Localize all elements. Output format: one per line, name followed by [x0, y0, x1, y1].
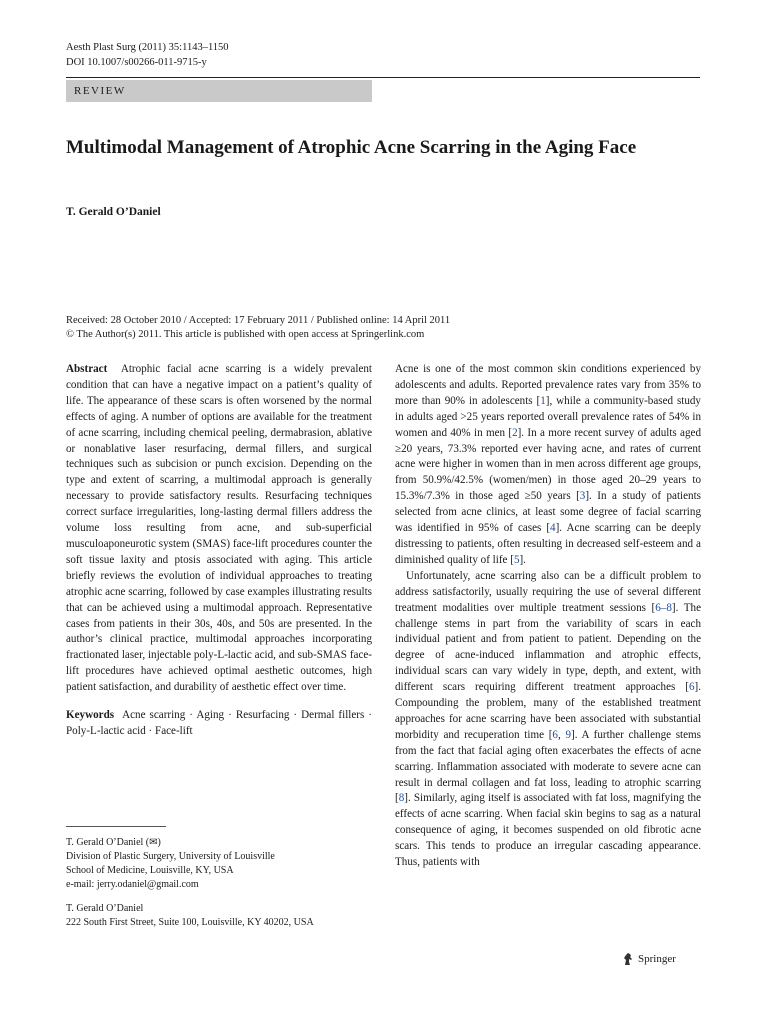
- citation-link[interactable]: 8: [398, 792, 405, 805]
- affiliation-line2: School of Medicine, Louisville, KY, USA: [66, 865, 234, 876]
- citation-link[interactable]: 5: [513, 553, 520, 566]
- doi: DOI 10.1007/s00266-011-9715-y: [66, 57, 207, 68]
- affiliation-line1: Division of Plastic Surgery, University of Louisville: [66, 851, 275, 862]
- right-column: [395, 362, 701, 871]
- author-email[interactable]: e-mail: jerry.odaniel@gmail.com: [66, 879, 199, 890]
- article-title: Multimodal Management of Atrophic Acne Scarring in the Aging Face: [66, 137, 637, 158]
- envelope-icon: ✉: [149, 837, 158, 848]
- keywords-label: Keywords: [66, 709, 115, 722]
- author-name: T. Gerald O’Daniel: [66, 206, 161, 218]
- citation-link[interactable]: 6: [688, 681, 695, 694]
- corresponding-author: T. Gerald O’Daniel (✉): [66, 837, 161, 848]
- affiliation-block: [66, 836, 372, 930]
- left-column: [66, 362, 372, 740]
- copyright-line: © The Author(s) 2011. This article is published with open access at Springerlink.com: [66, 329, 425, 340]
- received-dates: Received: 28 October 2010 / Accepted: 17 February 2011 / Published online: 14 April 2011: [66, 315, 451, 326]
- abstract-label: Abstract: [66, 363, 108, 375]
- body-paragraph-2: Unfortunately, acne scarring also can be a difficult problem to address satisfactorily, usually requiring the use of several different treatment modalities over multiple treatment sessions [6–8]. The challenge stems in part from the variability of scars in each individual patient and from patient to patient. Depending on the degree of acne-induced inflammation and atrophic effects, individual scars can vary widely in type, depth, and extent, with different scars requiring different treatment approaches [6]. Compounding the problem, many of the established treatment approaches for acne scarring have been associated with substantial morbidity and recuperation time [6, 9]. A further challenge stems from the fact that facial aging often exacerbates the effects of acne scarring. Inflammation associated with moderate to severe acne can result in dermal collagen and fat loss, leading to atrophic scarring [8]. Similarly, aging itself is associated with fat loss, magnifying the effects of acne scarring. When facial skin begins to sag as a natural consequence of aging, it becomes suspended on old fibrotic acne scars. This tends to produce an irregular cascading appearance. Thus, patients with: [395, 569, 702, 869]
- abstract: [66, 362, 372, 696]
- header-rule: [66, 77, 700, 78]
- springer-horse-icon: [622, 952, 634, 966]
- publisher-logo: [622, 952, 676, 966]
- keywords-text: Acne scarring · Aging · Resurfacing · Dermal fillers · Poly-L-lactic acid · Face-lift: [66, 709, 372, 737]
- journal-citation: Aesth Plast Surg (2011) 35:1143–1150: [66, 42, 229, 53]
- citation-link[interactable]: 2: [512, 426, 518, 439]
- article-dates: [66, 314, 450, 342]
- citation-link[interactable]: 9: [565, 728, 571, 741]
- keywords: [66, 708, 372, 740]
- affiliation-rule: [66, 826, 166, 827]
- citation-link[interactable]: 6: [552, 728, 558, 741]
- abstract-text: Atrophic facial acne scarring is a widely prevalent condition that can have a negative impact on a patient’s quality of life. The appearance of these scars is often worsened by the normal effects of aging. A number of options are available for the treatment of acne scarring, including chemical peeling, dermabrasion, ablative or nonablative laser resurfacing, dermal fillers, and surgical techniques such as subcision or punch excision. Depending on the type and extent of scarring, a multimodal approach is generally necessary to provide satisfactory results. Resurfacing techniques correct surface irregularities, long-lasting dermal fillers address the volume loss resulting from acne, and sub-superficial musculoaponeurotic system (SMAS) face-lift procedures counter the soft tissue laxity and ptosis associated with aging. This article briefly reviews the evolution of individual approaches to treating atrophic acne scarring, followed by case examples illustrating results that can be achieved using a multimodal approach. Representative cases from patients in their 30s, 40s, and 50s are presented. In the author’s clinical practice, multimodal approaches incorporating fractionated laser, injectable poly-L-lactic acid, and sub-SMAS face-lift procedures have achieved optimal aesthetic outcomes, high patient satisfaction, and durability of aesthetic effect over time.: [66, 363, 372, 694]
- second-address: 222 South First Street, Suite 100, Louisville, KY 40202, USA: [66, 917, 314, 928]
- section-label: REVIEW: [66, 80, 372, 102]
- citation-link[interactable]: 4: [550, 522, 556, 535]
- citation-link[interactable]: 1: [540, 394, 546, 407]
- publisher-name: Springer: [638, 953, 676, 965]
- citation-link[interactable]: 3: [579, 490, 586, 503]
- body-paragraph-1: Acne is one of the most common skin conditions experienced by adolescents and adults. Reported prevalence rates vary from 35% to more than 90% in adolescents [1], while a community-based study in adults aged >25 years reported overall prevalence rates of 54% in women and 40% in men [2]. In a more recent survey of adults aged ≥20 years, 73.3% reported ever having acne, and rates of current acne were higher in women than in men across different age groups, from 50.9%/42.5% (women/men) in those aged 20–29 years to 15.3%/7.3% in those aged ≥50 years [3]. In a study of patients selected from acne clinics, at least some degree of facial scarring was identified in 95% of cases [4]. Acne scarring can be deeply distressing to patients, often resulting in decreased self-esteem and a diminished quality of life [5].: [395, 363, 701, 566]
- citation-link[interactable]: 6–8: [655, 601, 672, 614]
- second-author-name: T. Gerald O’Daniel: [66, 903, 144, 914]
